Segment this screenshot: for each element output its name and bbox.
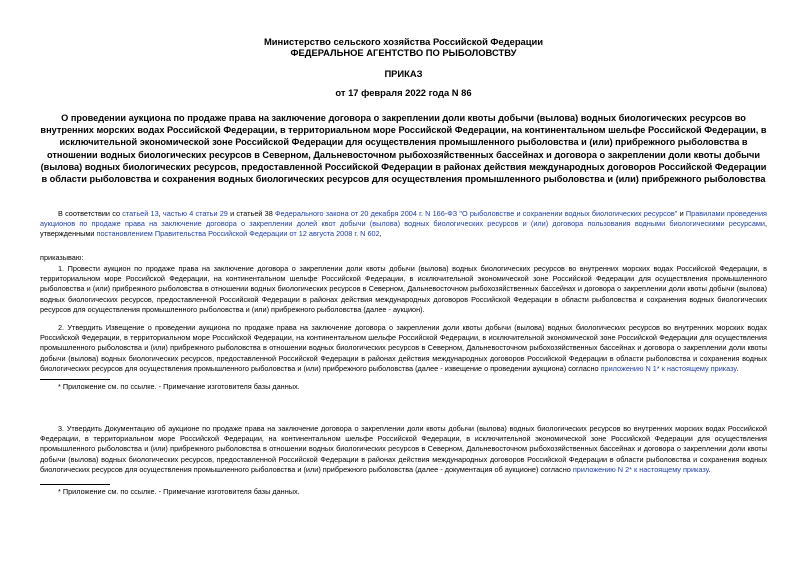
link-article-29-part-4[interactable]: частью 4 статьи 29 bbox=[162, 209, 228, 218]
preamble-text-5: , утвержденными bbox=[40, 219, 767, 239]
order-item-3 bbox=[40, 424, 767, 475]
footnote-divider bbox=[40, 379, 110, 380]
order-item-3-text: 3. Утвердить Документацию об аукционе по продаже права на заключение договора о закреплении доли квоты добычи (вылова) водных биологических ресурсов во внутренних морских водах Российской Федерации, в территориальном море Российской Федерации, на континентальном шельфе Российской Федерации, в исключительной экономической зоне Российской Федерации для осуществления промышленного рыболовства и (или) прибрежного рыболовства в отношении водных биологических ресурсов в Северном, Дальневосточном рыбохозяйственных бассейнах и договора о закреплении доли квоты добычи (вылова) водных биологических ресурсов, предоставленной Российской Федерации в районах действия международных договоров Российской Федерации в области рыболовства и сохранения водных биологических ресурсов для осуществления промышленного рыболовства и (или) прибрежного рыболовства (далее - документация об аукционе) согласно bbox=[40, 424, 767, 474]
issuing-authority bbox=[0, 36, 807, 58]
preamble-text-1: В соответствии со bbox=[58, 209, 123, 218]
link-article-13[interactable]: статьей 13 bbox=[122, 209, 159, 218]
order-word: приказываю: bbox=[40, 253, 84, 262]
link-appendix-1[interactable]: приложению N 1* к настоящему приказу bbox=[600, 363, 737, 373]
document-date-number: от 17 февраля 2022 года N 86 bbox=[335, 87, 472, 98]
link-auction-rules[interactable]: Правилами проведения аукционов по продаже права на заключение договора о закреплении долей квот добычи (вылова) водных биологических ресурсов и (или) договора пользования водными биологическими ресурсами bbox=[40, 209, 767, 229]
footnote-2: * Приложение см. по ссылке. - Примечание изготовителя базы данных. bbox=[58, 487, 300, 496]
order-item-2-end: . bbox=[736, 363, 739, 373]
link-appendix-2[interactable]: приложению N 2* к настоящему приказу bbox=[572, 464, 709, 474]
preamble-text-6: , bbox=[379, 229, 382, 239]
order-item-1: 1. Провести аукцион по продаже права на заключение договора о закреплении доли квоты добычи (вылова) водных биологических ресурсов во внутренних морских водах Российской Федерации, в территориальном море Российской Федерации, на континентальном шельфе Российской Федерации, в исключительной экономической зоне Российской Федерации для осуществления промышленного рыболовства и (или) прибрежного рыболовства в отношении водных биологических ресурсов в Северном, Дальневосточном рыбохозяйственных бассейнах и договора о закреплении доли квоты добычи (вылова) водных биологических ресурсов, предоставленной Российской Федерации в районах действия международных договоров Российской Федерации в области рыболовства и сохранения водных биологических ресурсов для осуществления промышленного рыболовства и (или) прибрежного рыболовства (далее - аукцион). bbox=[40, 264, 767, 314]
preamble-text-2: , bbox=[158, 209, 163, 218]
document-title: О проведении аукциона по продаже права на заключение договора о закреплении доли квоты добычи (вылова) водных биологических ресурсов во внутренних морских водах Российской Федерации, в территориальном море Российской Федерации, на континентальном шельфе Российской Федерации, в исключительной экономической зоне Российской Федерации для осуществления промышленного рыболовства и (или) прибрежного рыболовства в отношении водных биологических ресурсов в Северном, Дальневосточном рыбохозяйственных бассейнах и договора о закреплении доли квоты добычи (вылова) водных биологических ресурсов, предоставленной Российской Федерации в районах действия международных договоров Российской Федерации в области рыболовства и сохранения водных биологических ресурсов для осуществления промышленного рыболовства и (или) прибрежного рыболовства bbox=[40, 113, 767, 185]
footnote-divider-2 bbox=[40, 484, 110, 485]
preamble-paragraph bbox=[40, 209, 767, 240]
preamble-text-4: и bbox=[677, 209, 686, 218]
order-item-3-end: . bbox=[708, 464, 711, 474]
order-item-2 bbox=[40, 323, 767, 374]
preamble-text-3: и статьей 38 bbox=[227, 209, 275, 218]
link-government-decree-602[interactable]: постановлением Правительства Российской Федерации от 12 августа 2008 г. N 602 bbox=[96, 229, 380, 239]
link-federal-law-166[interactable]: Федерального закона от 20 декабря 2004 г. N 166-ФЗ "О рыболовстве и сохранении водных биологических ресурсов" bbox=[275, 209, 678, 218]
order-item-2-text: 2. Утвердить Извещение о проведении аукциона по продаже права на заключение договора о закреплении доли квоты добычи (вылова) водных биологических ресурсов во внутренних морских водах Российской Федерации, в территориальном море Российской Федерации, на континентальном шельфе Российской Федерации, в исключительной экономической зоне Российской Федерации для осуществления промышленного рыболовства и (или) прибрежного рыболовства в отношении водных биологических ресурсов в Северном, Дальневосточном рыбохозяйственных бассейнах и договора о закреплении доли квоты добычи (вылова) водных биологических ресурсов, предоставленной Российской Федерации в районах действия международных договоров Российской Федерации в области рыболовства и сохранения водных биологических ресурсов для осуществления промышленного рыболовства и (или) прибрежного рыболовства (далее - извещение о проведении аукциона) согласно bbox=[40, 323, 767, 373]
document-type: ПРИКАЗ bbox=[384, 68, 423, 79]
ministry-name: Министерство сельского хозяйства Российской Федерации bbox=[263, 36, 544, 47]
agency-name: ФЕДЕРАЛЬНОЕ АГЕНТСТВО ПО РЫБОЛОВСТВУ bbox=[290, 47, 517, 58]
footnote-1: * Приложение см. по ссылке. - Примечание изготовителя базы данных. bbox=[58, 382, 300, 391]
